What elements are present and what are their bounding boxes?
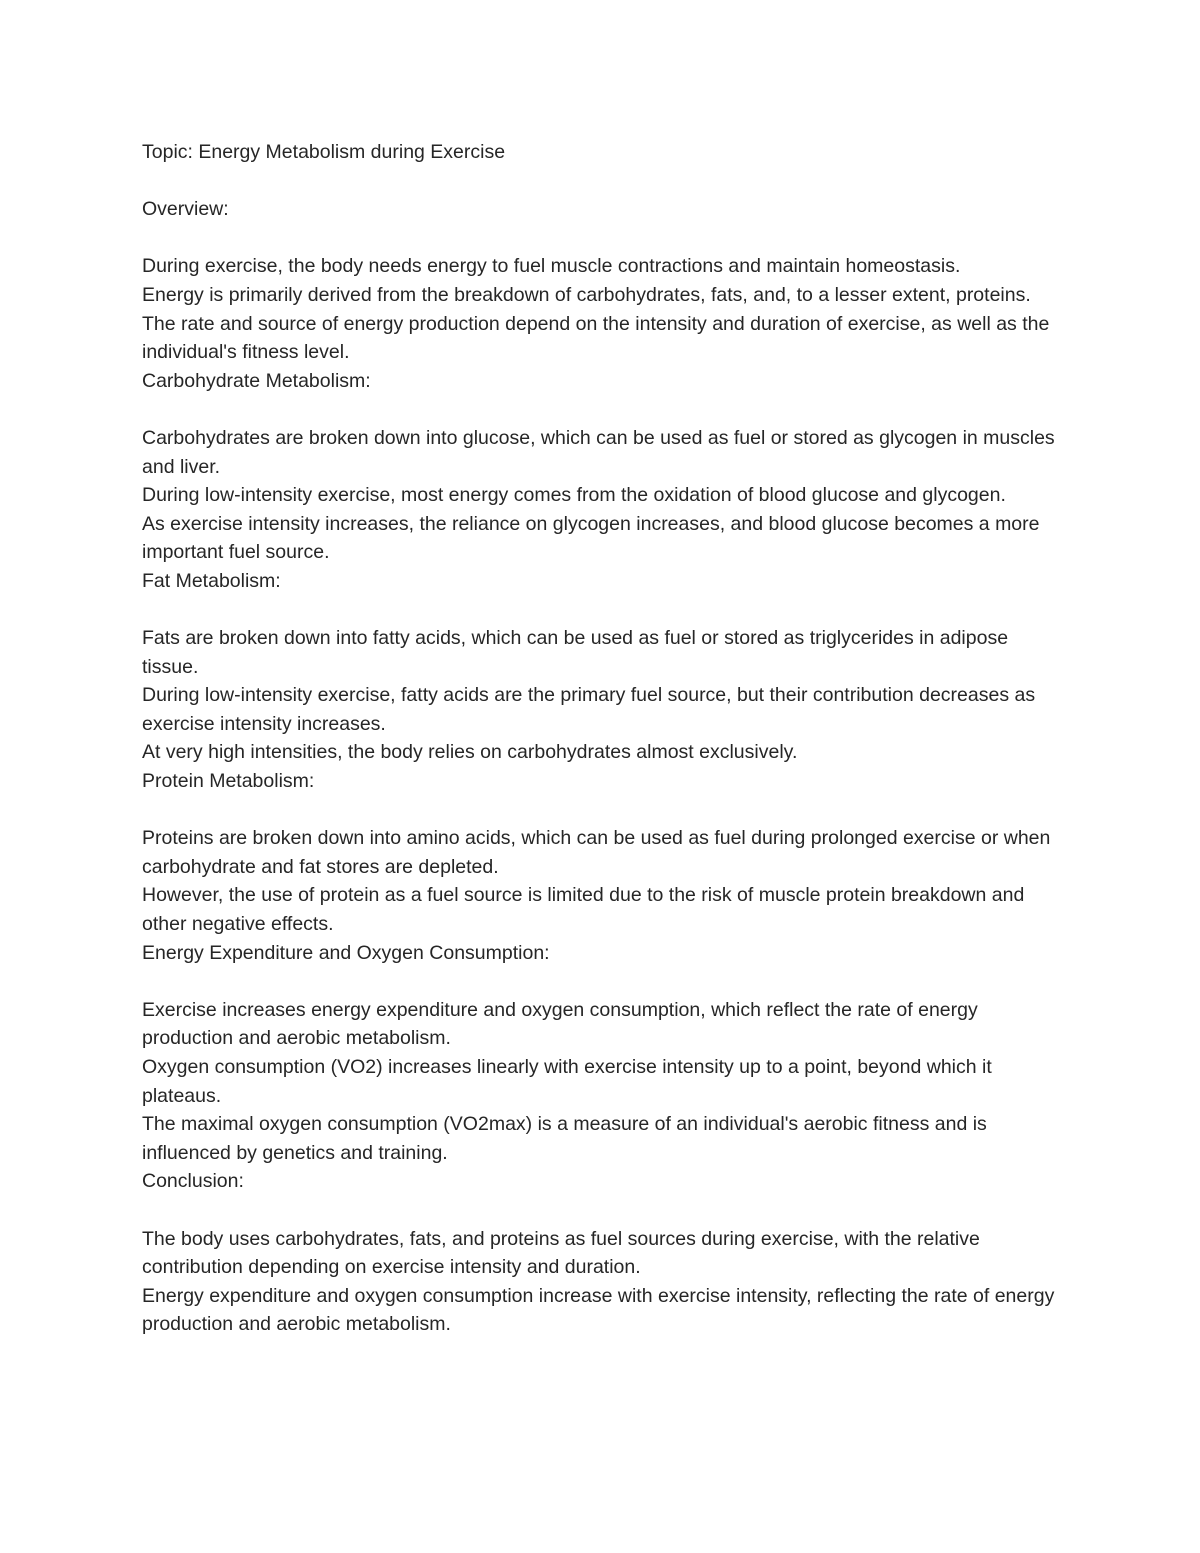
paragraph: During low-intensity exercise, most energy comes from the oxidation of blood glucose and glycogen. [142,484,1006,507]
paragraph: The maximal oxygen consumption (VO2max) is a measure of an individual's aerobic fitness and is influenced by genetics and training. [142,1113,987,1164]
spacer [142,796,1067,825]
section-heading-fat: Fat Metabolism: [142,569,281,592]
section-heading-overview: Overview: [142,198,229,221]
paragraph: During low-intensity exercise, fatty acids are the primary fuel source, but their contribution decreases as exercise intensity increases. [142,684,1036,735]
paragraph: At very high intensities, the body relies on carbohydrates almost exclusively. [142,741,798,764]
paragraph: Oxygen consumption (VO2) increases linearly with exercise intensity up to a point, beyond which it plateaus. [142,1056,992,1107]
section-heading-conclusion: Conclusion: [142,1170,244,1193]
paragraph: During exercise, the body needs energy to fuel muscle contractions and maintain homeostasis. [142,255,961,278]
paragraph: However, the use of protein as a fuel source is limited due to the risk of muscle protein breakdown and other negative effects. [142,884,1025,936]
paragraph: Carbohydrates are broken down into glucose, which can be used as fuel or stored as glycogen in muscles and liver. [142,426,1055,478]
paragraph: Energy is primarily derived from the breakdown of carbohydrates, fats, and, to a lesser extent, proteins. [142,283,1031,306]
paragraph: Exercise increases energy expenditure and oxygen consumption, which reflect the rate of energy production and aerobic metabolism. [142,998,978,1050]
spacer [142,1196,1067,1225]
spacer [142,395,1067,424]
spacer [142,224,1067,253]
paragraph: Proteins are broken down into amino acids, which can be used as fuel during prolonged exercise or when carbohydrate and fat stores are depleted. [142,827,1051,878]
paragraph: As exercise intensity increases, the reliance on glycogen increases, and blood glucose becomes a more important fuel source. [142,512,1040,564]
section-heading-carbohydrate: Carbohydrate Metabolism: [142,369,371,392]
spacer [142,967,1067,996]
paragraph: Fats are broken down into fatty acids, which can be used as fuel or stored as triglycerides in adipose tissue. [142,627,1009,678]
section-heading-protein: Protein Metabolism: [142,770,315,793]
section-heading-energy-expenditure: Energy Expenditure and Oxygen Consumption: [142,941,550,964]
document-title: Topic: Energy Metabolism during Exercise [142,141,506,163]
spacer [142,167,1067,196]
paragraph: The rate and source of energy production depend on the intensity and duration of exercise, as well as the individual's fitness level. [142,312,1050,364]
paragraph: The body uses carbohydrates, fats, and proteins as fuel sources during exercise, with the relative contribution depending on exercise intensity and duration. [142,1227,980,1279]
paragraph: Energy expenditure and oxygen consumption increase with exercise intensity, reflecting the rate of energy production and aerobic metabolism. [142,1284,1055,1336]
spacer [142,596,1067,625]
document-body [142,138,1067,1339]
